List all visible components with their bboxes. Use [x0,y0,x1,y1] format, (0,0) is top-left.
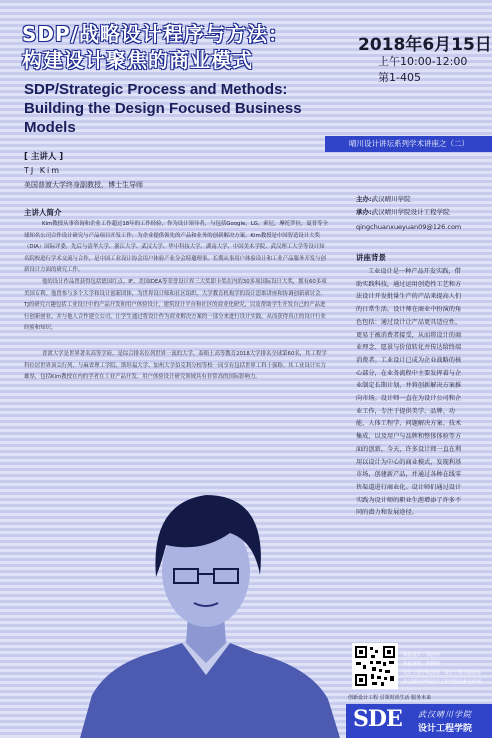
intro-paragraph-3: 普渡大学是世界著名高等学府，是综合排名位列世界一流的大学，泰晤士高等教育2018大学排名全球第60名，其工程学科位居世界顶尖行列，与麻省理工学院、斯坦福大学、加州大学伯克利分校等校一同享有包括世界工科十强称。其工业设计实力雄厚，包括Kim教授在内的学者在工业产品开发、用户体验设计研究领域具有非常高的国际影响力。 [24,351,327,381]
host-label: 主办: [356,195,372,203]
speaker-heading: [ 主讲人 ] [24,152,64,162]
title-en-line1: SDP/Strategic Process and Methods: [24,81,288,98]
host-line [356,193,450,206]
intro-body [24,219,329,335]
undertake-line [356,206,450,219]
poster-credits [403,651,481,687]
organizers [356,193,450,219]
university-intro [24,349,329,384]
college-name: 设计工程学院 [418,724,473,734]
speaker-portrait [70,475,345,738]
event-time-place [378,54,467,86]
credit-line: 设计工程学院团委：设计工程学院团委 [403,671,482,676]
qr-code-icon [352,643,398,689]
credit-line: 武汉晴川学院设计工程学院团委宣传部 [403,680,482,685]
background-heading: 讲座背景 [356,253,386,262]
intro-paragraph-2: 他的设计作品曾获得包括德国红点、IF、美国IDEA等荣誉设计界三大奖即卡奖在内的30多项国际设计大奖，拥有60多项美国专利。他曾参与多个大学和设计创新团体，为世界设计师和社区组织、大学教育机构学的设计思维讲座和协调创新研讨会。TJ的研究兴趣包括工业设计中的产品开发和用户体验设计，建筑设计平台和社区的商业化研究，以及帮助学生开发自己的产品进行创新创业，并与他人合作建立公司，让学生通过将设计作为商业解决方案的一部分来进行设计实践，从而获得真正的设计行业经验和知识。 [24,278,327,332]
speaker-name: TJ Kim [24,166,62,175]
undertake-label: 承办: [356,208,372,216]
host-name: 武汉晴川学院 [371,195,411,203]
title-en-line2: Building the Design Focused Business Models [24,100,302,136]
college-logo-mark: SDE [353,706,402,732]
contact-email: qingchuanxueyuan09@126.com [356,223,462,231]
title-cn-line2: 构建设计聚焦的商业模式 [22,48,253,72]
footer-slogan: 创新设计工程 引领时尚生活 服务未来 [348,695,432,701]
title-en [24,80,354,137]
background-body [356,266,466,520]
intro-paragraph-1: Kim教授从事咨询和企业工作超过18年的工作经验，作为设计领导者，与包括Google，LG，索尼，摩托罗拉，夏普等全球知名公司合作设计研究与产品项目开发工作，为企业提供领先的产品和业务的创新解决方案。Kim教授是中国智造设计大奖（DIA）国际评委，先后与清华大学、浙江大学、武汉大学、华中科技大学、湖南大学、中国美术学院、武汉理工大学等设计知名院校进行学术交流与合作，是中国工业设计协会用户体验产业分会特邀理事。长期从事用户体验设计和工业产品服务开发与创新设计方面的研究工作。 [24,221,328,274]
event-date: 2018年6月15日 [358,35,492,55]
credit-line: 海报设计：郭礼明 [403,653,440,658]
background-paragraph: 工业设计是一种产品开发实践，借助实践科技，通过运用创造性工艺和方法设计开发批量生产的产品来提高人们的日常生活。设计师在商业中扮演的角色包括：通过设计让产品更具适应性，更易于被消费者接受，从而将设计的商业理念、愿景与价值转化并传达给终端消费者。工业设计已成为企业战略的核心部分，在业务流程中主要发挥着与企业制定长期计划、并将创新解决方案推向市场。设计师一直在为设计公司和企业工作，专注于提供美学、品牌、功能、人体工程学、问题解决方案、技术集成，以及用户与品牌和整体体验等方面的创新。今天，许多设计师一直在利用以设计为中心的商业模式，发现利基市场，创建新产品，并通过各种在线零售渠道进行商业化。设计师们通过设计实践为设计师的职业生涯增添了许多不同的潜力和发展途径。 [356,268,462,517]
qr-code [352,643,398,689]
series-label: 晴川设计讲坛系列学术讲座之（二） [349,139,469,148]
event-room: 第1-405 [378,71,421,84]
intro-heading: 主讲人简介 [24,208,62,217]
speaker-title: 美国普渡大学终身副教授，博士生导师 [24,181,143,189]
title-cn-line1: SDP/战略设计程序与方法： [22,22,289,46]
undertake-name: 武汉晴川学院设计工程学院 [371,208,450,216]
school-name: 武汉晴川学院 [418,710,472,719]
event-time: 上午10:00-12:00 [378,55,468,68]
credit-line: 海报审核：赵晓明 [403,662,440,667]
